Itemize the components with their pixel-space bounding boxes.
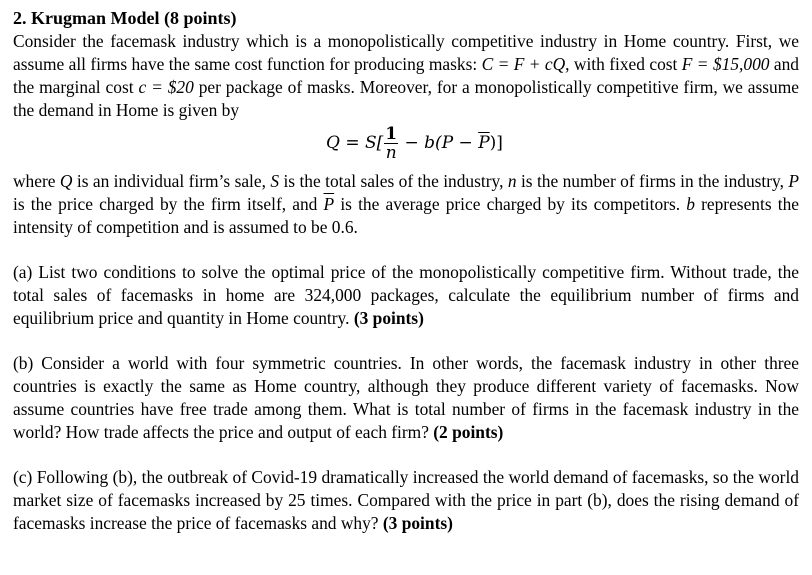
equation-rhs-a: − b(P − xyxy=(399,133,479,153)
intro-line2a: First, we assume all firms have the same cost function for producing masks: xyxy=(13,31,799,74)
equation-pbar: $\overline{P}$ xyxy=(478,133,490,153)
cost-function: C = F + cQ xyxy=(481,54,566,74)
def-b: b xyxy=(686,194,695,214)
def-text-d: is the number of firms in the industry, xyxy=(516,171,789,191)
intro-line2d: per package of masks. Moreover, for a monopolistically competitive firm, we assume the demand in Home is given by xyxy=(13,77,799,120)
spacer xyxy=(13,330,799,352)
equation-lhs: Q = S[ xyxy=(326,133,384,153)
part-c xyxy=(13,466,799,535)
part-a xyxy=(13,261,799,330)
part-c-points: (3 points) xyxy=(382,513,453,533)
question-title: 2. Krugman Model (8 points) xyxy=(13,8,237,28)
part-b xyxy=(13,352,799,444)
intro-line2c: and the marginal cost xyxy=(13,54,799,97)
part-c-text: (c) Following (b), the outbreak of Covid-19 dramatically increased the world demand of facemasks, so the world market size of facemasks increased by 25 times. Compared with the price in part (b), does the rising demand of facemasks increase the price of facemasks and why? xyxy=(13,467,799,533)
def-text-g: represents the intensity of competition and is assumed to be 0.6. xyxy=(13,194,799,237)
part-a-points: (3 points) xyxy=(353,308,424,328)
marginal-cost: c = $20 xyxy=(138,77,194,97)
intro-line1: Consider the facemask industry which is a monopolistically competitive industry in Home country. xyxy=(13,31,730,51)
equation-rhs-b: )] xyxy=(489,133,503,153)
part-b-points: (2 points) xyxy=(433,422,504,442)
document xyxy=(13,6,799,535)
intro-line2b: , with fixed cost xyxy=(565,54,682,74)
def-text-c: is the total sales of the industry, xyxy=(279,171,508,191)
def-text-a: where xyxy=(13,171,60,191)
demand-equation xyxy=(326,125,503,162)
def-pbar: $\overline{P}$ xyxy=(323,194,335,214)
def-q: Q xyxy=(59,171,73,191)
fraction-numerator: 1 xyxy=(385,124,398,144)
demand-equation-row xyxy=(13,122,799,170)
def-p: P xyxy=(788,171,799,191)
fraction-denominator: n xyxy=(385,143,397,163)
spacer xyxy=(13,444,799,466)
def-text-b: is an individual firm’s sale, xyxy=(72,171,271,191)
def-text-f: is the average price charged by its competitors. xyxy=(334,194,687,214)
def-s: S xyxy=(270,171,280,191)
equation-fraction xyxy=(384,125,398,162)
def-text-e: is the price charged by the firm itself, and xyxy=(13,194,324,214)
spacer xyxy=(13,239,799,261)
fixed-cost: F = $15,000 xyxy=(681,54,770,74)
definitions-paragraph xyxy=(13,170,799,239)
def-n: n xyxy=(507,171,517,191)
part-b-text: (b) Consider a world with four symmetric countries. In other words, the facemask industry in other three countries is exactly the same as Home country, although they produce different variety of facemasks. Now assume countries have free trade among them. What is total number of firms in the facemask industry in the world? How trade affects the price and output of each firm? xyxy=(13,353,799,442)
intro-paragraph xyxy=(13,30,799,122)
part-a-text: (a) List two conditions to solve the optimal price of the monopolistically competitive firm. Without trade, the total sales of facemasks in home are 324,000 packages, calculate the equilibrium number of firms and equilibrium price and quantity in Home country. xyxy=(13,262,799,328)
